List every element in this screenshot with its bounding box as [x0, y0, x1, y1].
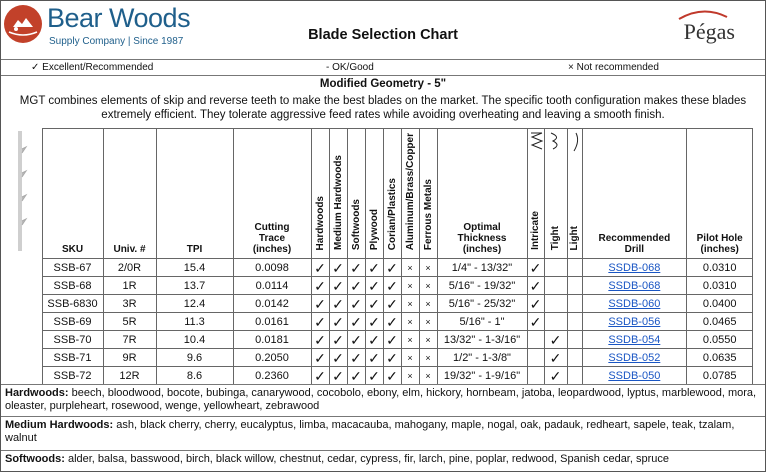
cell-trace: 0.0181	[233, 331, 311, 349]
cell-material-rating: ✓	[383, 259, 401, 277]
cell-drill	[582, 259, 687, 277]
table-row	[1, 331, 753, 349]
cell-sku: SSB-69	[42, 313, 103, 331]
drill-link[interactable]: SSDB-068	[608, 261, 661, 274]
cell-thickness: 19/32" - 1-9/16"	[437, 367, 527, 385]
notes-softwoods-label: Softwoods:	[5, 453, 65, 465]
cell-material-rating: ✓	[329, 259, 347, 277]
cell-material-rating: ✓	[383, 295, 401, 313]
cell-material-rating: ×	[419, 367, 437, 385]
cell-univ: 12R	[103, 367, 156, 385]
divider	[1, 75, 765, 76]
cell-material-rating: ✓	[347, 259, 365, 277]
cell-intricate	[527, 331, 544, 349]
cell-intricate: ✓	[527, 295, 544, 313]
col-drill	[582, 129, 687, 259]
light-curve-icon	[570, 131, 582, 153]
cell-material-rating: ×	[419, 295, 437, 313]
cell-material-rating: ✓	[347, 367, 365, 385]
cell-sku: SSB-72	[42, 367, 103, 385]
cell-thickness: 1/2" - 1-3/8"	[437, 349, 527, 367]
cell-sku: SSB-6830	[42, 295, 103, 313]
cell-intricate	[527, 349, 544, 367]
cell-thickness: 13/32" - 1-3/16"	[437, 331, 527, 349]
cell-material-rating: ✓	[365, 349, 383, 367]
cell-univ: 5R	[103, 313, 156, 331]
cell-material-rating: ✓	[311, 259, 329, 277]
blade-illustration-cell	[1, 277, 42, 295]
cell-drill	[582, 313, 687, 331]
cell-material-rating: ✓	[329, 367, 347, 385]
cell-material-rating: ✓	[365, 313, 383, 331]
col-tight-label: Tight	[550, 225, 561, 250]
cell-tpi: 12.4	[156, 295, 233, 313]
col-tight	[544, 129, 567, 259]
col-drill-label: Recommended Drill	[598, 233, 671, 255]
cell-material-rating: ×	[419, 277, 437, 295]
cell-trace: 0.0142	[233, 295, 311, 313]
cell-material-rating: ✓	[383, 277, 401, 295]
cell-sku: SSB-67	[42, 259, 103, 277]
blade-illustration-cell	[1, 367, 42, 385]
cell-pilot: 0.0785	[687, 367, 753, 385]
blade-illustration-cell	[1, 349, 42, 367]
notes-hardwoods-text: beech, bloodwood, bocote, bubinga, canarywood, cocobolo, ebony, elm, hickory, hornbeam, jatoba, leopardwood, lyptus, marblewood, mora, oleaster, purpleheart, rosewood, wenge, yellowheart, zebrawood	[5, 387, 757, 412]
header	[1, 1, 765, 60]
notes-hardwoods	[1, 384, 765, 415]
notes-hardwoods-label: Hardwoods:	[5, 387, 69, 399]
cell-material-rating: ✓	[311, 313, 329, 331]
cell-trace: 0.2050	[233, 349, 311, 367]
col-intricate-label: Intricate	[530, 211, 541, 250]
cell-drill	[582, 367, 687, 385]
table-row	[1, 259, 753, 277]
blade-illustration-icon	[1, 129, 42, 259]
cell-material-rating: ×	[419, 313, 437, 331]
cell-sku: SSB-68	[42, 277, 103, 295]
col-corian	[383, 129, 401, 259]
cell-tpi: 9.6	[156, 349, 233, 367]
cell-material-rating: ✓	[347, 295, 365, 313]
legend-ok: - OK/Good	[326, 62, 374, 73]
col-aluminum-label: Aluminum/Brass/Copper	[404, 132, 416, 250]
cell-material-rating: ✓	[329, 313, 347, 331]
cell-pilot: 0.0465	[687, 313, 753, 331]
col-pilot	[687, 129, 753, 259]
cell-light	[567, 277, 582, 295]
col-corian-label: Corian/Plastics	[386, 177, 398, 250]
blade-illustration-cell	[1, 313, 42, 331]
brand-name: Bear Woods	[47, 3, 191, 33]
notes-medium	[1, 416, 765, 447]
cell-material-rating: ×	[401, 331, 419, 349]
col-plywood	[365, 129, 383, 259]
cell-light	[567, 349, 582, 367]
drill-link[interactable]: SSDB-052	[608, 351, 661, 364]
cell-sku: SSB-71	[42, 349, 103, 367]
cell-material-rating: ×	[419, 331, 437, 349]
cell-pilot: 0.0310	[687, 259, 753, 277]
cell-drill	[582, 295, 687, 313]
cell-material-rating: ×	[419, 349, 437, 367]
drill-link[interactable]: SSDB-056	[608, 315, 661, 328]
col-thickness	[437, 129, 527, 259]
cell-material-rating: ✓	[311, 367, 329, 385]
drill-link[interactable]: SSDB-068	[608, 279, 661, 292]
cell-tight: ✓	[544, 331, 567, 349]
col-hardwoods-label: Hardwoods	[314, 195, 326, 250]
blade-illustration-cell	[1, 259, 42, 277]
cell-tight	[544, 313, 567, 331]
table-row	[1, 313, 753, 331]
notes-medium-text: ash, black cherry, cherry, eucalyptus, limba, macacauba, mahogany, maple, nogal, oak, padauk, redheart, sapele, teak, tzalam, walnut	[5, 419, 735, 444]
cell-univ: 2/0R	[103, 259, 156, 277]
cell-pilot: 0.0400	[687, 295, 753, 313]
cell-drill	[582, 277, 687, 295]
table-row	[1, 295, 753, 313]
cell-tight: ✓	[544, 367, 567, 385]
cell-thickness: 5/16" - 1"	[437, 313, 527, 331]
cell-drill	[582, 331, 687, 349]
cell-light	[567, 295, 582, 313]
cell-pilot: 0.0550	[687, 331, 753, 349]
cell-light	[567, 313, 582, 331]
cell-tpi: 8.6	[156, 367, 233, 385]
blade-illustration-cell	[1, 295, 42, 313]
cell-intricate: ✓	[527, 313, 544, 331]
notes-medium-label: Medium Hardwoods:	[5, 419, 114, 431]
col-univ: Univ. #	[103, 129, 156, 259]
cell-material-rating: ✓	[365, 331, 383, 349]
cell-material-rating: ✓	[347, 277, 365, 295]
document-title: Blade Selection Chart	[308, 27, 458, 43]
cell-intricate: ✓	[527, 259, 544, 277]
cell-material-rating: ×	[401, 295, 419, 313]
cell-material-rating: ✓	[383, 313, 401, 331]
cell-thickness: 5/16" - 19/32"	[437, 277, 527, 295]
cell-pilot: 0.0310	[687, 277, 753, 295]
intricate-curve-icon	[530, 131, 544, 153]
blade-illustration-cell	[1, 331, 42, 349]
cell-thickness: 5/16" - 25/32"	[437, 295, 527, 313]
cell-material-rating: ✓	[311, 277, 329, 295]
cell-material-rating: ✓	[365, 295, 383, 313]
tight-curve-icon	[549, 131, 563, 153]
col-thickness-label: Optimal Thickness (inches)	[457, 222, 507, 255]
cell-material-rating: ✓	[329, 277, 347, 295]
cell-trace: 0.0098	[233, 259, 311, 277]
cell-light	[567, 259, 582, 277]
table-row	[1, 349, 753, 367]
cell-thickness: 1/4" - 13/32"	[437, 259, 527, 277]
col-trace	[233, 129, 311, 259]
cell-trace: 0.0161	[233, 313, 311, 331]
col-medium-label: Medium Hardwoods	[332, 154, 344, 250]
cell-trace: 0.0114	[233, 277, 311, 295]
cell-tight	[544, 295, 567, 313]
cell-tight	[544, 277, 567, 295]
cell-intricate: ✓	[527, 277, 544, 295]
col-aluminum	[401, 129, 419, 259]
cell-material-rating: ✓	[365, 367, 383, 385]
cell-pilot: 0.0635	[687, 349, 753, 367]
col-medium-hardwoods	[329, 129, 347, 259]
pegas-logo: Pégas	[683, 19, 735, 44]
cell-material-rating: ✓	[347, 313, 365, 331]
cell-tpi: 11.3	[156, 313, 233, 331]
cell-material-rating: ×	[401, 349, 419, 367]
col-hardwoods	[311, 129, 329, 259]
col-light-label: Light	[569, 225, 580, 250]
brand-tagline: Supply Company | Since 1987	[49, 36, 184, 47]
cell-univ: 1R	[103, 277, 156, 295]
cell-material-rating: ✓	[329, 331, 347, 349]
col-pilot-label: Pilot Hole (inches)	[696, 233, 743, 255]
col-tpi: TPI	[156, 129, 233, 259]
cell-light	[567, 331, 582, 349]
legend-not-recommended: × Not recommended	[568, 62, 659, 73]
col-light	[567, 129, 582, 259]
cell-material-rating: ✓	[311, 349, 329, 367]
cell-material-rating: ×	[401, 313, 419, 331]
col-intricate	[527, 129, 544, 259]
cell-material-rating: ✓	[365, 277, 383, 295]
cell-univ: 7R	[103, 331, 156, 349]
col-sku: SKU	[42, 129, 103, 259]
cell-light	[567, 367, 582, 385]
cell-material-rating: ✓	[383, 331, 401, 349]
col-softwoods	[347, 129, 365, 259]
cell-tight: ✓	[544, 349, 567, 367]
cell-tpi: 13.7	[156, 277, 233, 295]
cell-material-rating: ✓	[311, 295, 329, 313]
cell-univ: 3R	[103, 295, 156, 313]
cell-material-rating: ×	[419, 259, 437, 277]
cell-tpi: 15.4	[156, 259, 233, 277]
cell-material-rating: ✓	[383, 367, 401, 385]
col-softwoods-label: Softwoods	[350, 198, 362, 250]
cell-material-rating: ✓	[329, 349, 347, 367]
cell-drill	[582, 349, 687, 367]
section-title: Modified Geometry - 5"	[319, 78, 447, 90]
drill-link[interactable]: SSDB-050	[608, 369, 661, 382]
blade-table	[1, 128, 753, 385]
cell-material-rating: ✓	[365, 259, 383, 277]
table-row	[1, 367, 753, 385]
col-ferrous-label: Ferrous Metals	[422, 178, 434, 250]
col-ferrous	[419, 129, 437, 259]
cell-material-rating: ×	[401, 259, 419, 277]
section-description: MGT combines elements of skip and reverse teeth to make the best blades on the market. The specific tooth configuration makes these blades extremely efficient. They tolerate aggressive feed rates while avoiding overheating and leaving a smooth finish.	[19, 95, 747, 121]
table-row	[1, 277, 753, 295]
col-plywood-label: Plywood	[368, 208, 380, 250]
drill-link[interactable]: SSDB-054	[608, 333, 661, 346]
cell-tpi: 10.4	[156, 331, 233, 349]
col-trace-label: Cutting Trace (inches)	[252, 222, 292, 255]
cell-sku: SSB-70	[42, 331, 103, 349]
cell-material-rating: ×	[401, 367, 419, 385]
cell-material-rating: ✓	[311, 331, 329, 349]
legend-excellent: ✓ Excellent/Recommended	[31, 62, 154, 73]
cell-trace: 0.2360	[233, 367, 311, 385]
notes-softwoods	[1, 450, 765, 471]
cell-tight	[544, 259, 567, 277]
cell-univ: 9R	[103, 349, 156, 367]
cell-material-rating: ✓	[329, 295, 347, 313]
cell-material-rating: ✓	[383, 349, 401, 367]
cell-material-rating: ✓	[347, 331, 365, 349]
drill-link[interactable]: SSDB-060	[608, 297, 661, 310]
cell-material-rating: ×	[401, 277, 419, 295]
cell-intricate	[527, 367, 544, 385]
notes-softwoods-text: alder, balsa, basswood, birch, black willow, chestnut, cedar, cypress, fir, larch, pine, poplar, redwood, Spanish cedar, spruce	[64, 453, 669, 465]
cell-material-rating: ✓	[347, 349, 365, 367]
